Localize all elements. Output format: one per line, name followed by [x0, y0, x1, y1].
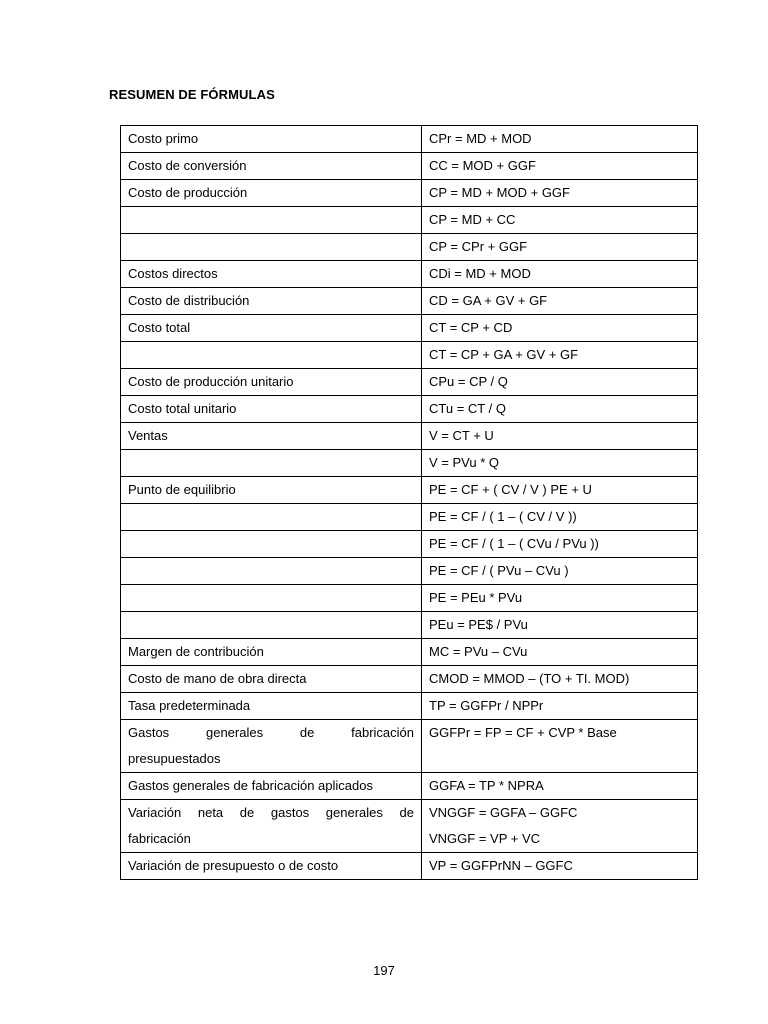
table-row — [121, 126, 698, 153]
formula-cell: PE = CF + ( CV / V ) PE + U — [422, 477, 698, 504]
formula-cell: GGFPr = FP = CF + CVP * Base — [422, 720, 698, 773]
formula-cell — [422, 800, 698, 853]
page-title: RESUMEN DE FÓRMULAS — [109, 87, 275, 102]
page-number: 197 — [373, 963, 395, 978]
table-row — [121, 853, 698, 880]
table-row — [121, 153, 698, 180]
table-row — [121, 773, 698, 800]
concept-cell: Margen de contribución — [121, 639, 422, 666]
table-row — [121, 531, 698, 558]
table-row — [121, 666, 698, 693]
table-row — [121, 261, 698, 288]
concept-cell: Costo de producción unitario — [121, 369, 422, 396]
concept-cell: Costo total — [121, 315, 422, 342]
formula-cell: CT = CP + CD — [422, 315, 698, 342]
formula-cell: CP = CPr + GGF — [422, 234, 698, 261]
table-row — [121, 396, 698, 423]
table-row — [121, 234, 698, 261]
table-row — [121, 369, 698, 396]
table-row — [121, 477, 698, 504]
concept-cell — [121, 531, 422, 558]
formula-cell: CP = MD + CC — [422, 207, 698, 234]
table-row — [121, 450, 698, 477]
concept-cell — [121, 504, 422, 531]
concept-cell — [121, 450, 422, 477]
concept-cell: Costo de distribución — [121, 288, 422, 315]
formula-cell: CT = CP + GA + GV + GF — [422, 342, 698, 369]
concept-line: fabricación — [128, 831, 191, 846]
concept-line: Gastos generales de fabricación — [128, 725, 414, 740]
table-row — [121, 423, 698, 450]
table-row — [121, 612, 698, 639]
formula-cell: CTu = CT / Q — [422, 396, 698, 423]
formula-cell: CPr = MD + MOD — [422, 126, 698, 153]
concept-cell — [121, 342, 422, 369]
table-row — [121, 639, 698, 666]
concept-cell — [121, 612, 422, 639]
concept-cell — [121, 207, 422, 234]
table-row — [121, 720, 698, 773]
formula-cell: PE = CF / ( PVu – CVu ) — [422, 558, 698, 585]
concept-cell: Ventas — [121, 423, 422, 450]
concept-cell: Punto de equilibrio — [121, 477, 422, 504]
table-row — [121, 207, 698, 234]
formula-line: VNGGF = VP + VC — [429, 831, 541, 846]
concept-cell — [121, 720, 422, 773]
formula-cell: CC = MOD + GGF — [422, 153, 698, 180]
formula-cell: MC = PVu – CVu — [422, 639, 698, 666]
concept-cell: Costos directos — [121, 261, 422, 288]
formula-line: VNGGF = GGFA – GGFC — [429, 805, 578, 820]
formula-cell: TP = GGFPr / NPPr — [422, 693, 698, 720]
table-row — [121, 180, 698, 207]
table-row — [121, 342, 698, 369]
formula-cell: VP = GGFPrNN – GGFC — [422, 853, 698, 880]
concept-cell: Tasa predeterminada — [121, 693, 422, 720]
formula-table-body — [121, 126, 698, 880]
table-row — [121, 315, 698, 342]
concept-cell: Costo de producción — [121, 180, 422, 207]
formula-cell: CMOD = MMOD – (TO + TI. MOD) — [422, 666, 698, 693]
formula-cell: V = CT + U — [422, 423, 698, 450]
table-row — [121, 585, 698, 612]
table-row — [121, 558, 698, 585]
concept-cell: Costo total unitario — [121, 396, 422, 423]
formula-cell: GGFA = TP * NPRA — [422, 773, 698, 800]
concept-cell — [121, 558, 422, 585]
formula-table — [120, 125, 698, 880]
formula-cell: PE = CF / ( 1 – ( CV / V )) — [422, 504, 698, 531]
table-row — [121, 288, 698, 315]
concept-cell — [121, 585, 422, 612]
concept-cell: Variación de presupuesto o de costo — [121, 853, 422, 880]
formula-cell: PEu = PE$ / PVu — [422, 612, 698, 639]
formula-cell: PE = PEu * PVu — [422, 585, 698, 612]
table-row — [121, 504, 698, 531]
concept-cell — [121, 234, 422, 261]
concept-line: Variación neta de gastos generales de — [128, 805, 414, 820]
formula-cell: CDi = MD + MOD — [422, 261, 698, 288]
concept-cell — [121, 800, 422, 853]
concept-cell: Gastos generales de fabricación aplicados — [121, 773, 422, 800]
formula-cell: PE = CF / ( 1 – ( CVu / PVu )) — [422, 531, 698, 558]
formula-cell: V = PVu * Q — [422, 450, 698, 477]
formula-cell: CD = GA + GV + GF — [422, 288, 698, 315]
concept-cell: Costo de mano de obra directa — [121, 666, 422, 693]
table-row — [121, 693, 698, 720]
formula-cell: CPu = CP / Q — [422, 369, 698, 396]
concept-line: presupuestados — [128, 751, 221, 766]
formula-cell: CP = MD + MOD + GGF — [422, 180, 698, 207]
concept-cell: Costo de conversión — [121, 153, 422, 180]
table-row — [121, 800, 698, 853]
concept-cell: Costo primo — [121, 126, 422, 153]
